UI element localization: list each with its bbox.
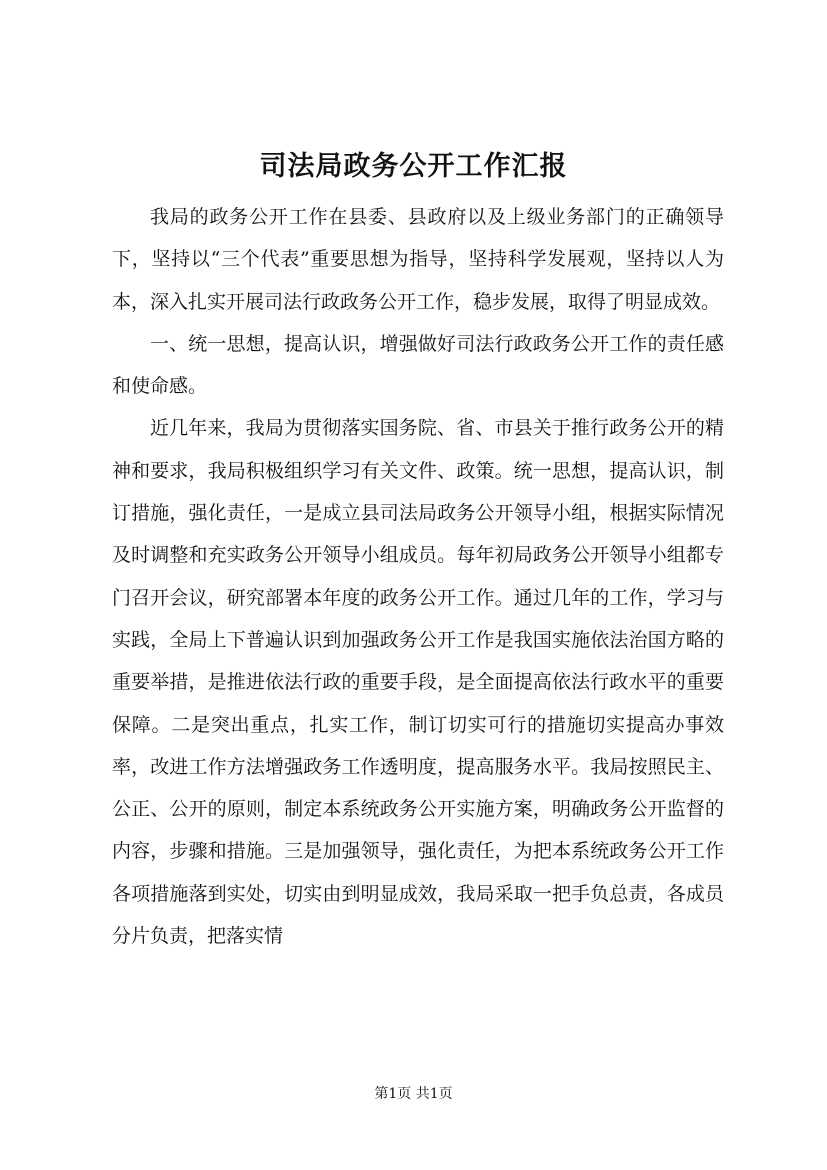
page-footer: 第1页 共1页 — [374, 1086, 453, 1102]
paragraph-section-heading: 一、统一思想，提高认识，增强做好司法行政政务公开工作的责任感和使命感。 — [112, 332, 724, 398]
paragraph-details: 近几年来，我局为贯彻落实国务院、省、市县关于推行政务公开的精神和要求，我局积极组织学习有关文件、政策。统一思想，提高认识，制订措施，强化责任，一是成立县司法局政务公开领导小组，根据实际情况及时调整和充实政务公开领导小组成员。每年初局政务公开领导小组都专门召开会议，研究部署本年度的政务公开工作。通过几年的工作，学习与实践，全局上下普遍认识到加强政务公开工作是我国实施依法治国方略的重要举措，是推进依法行政的重要手段，是全面提高依法行政水平的重要保障。二是突出重点，扎实工作，制订切实可行的措施切实提高办事效率，改进工作方法增强政务工作透明度，提高服务水平。我局按照民主、公正、公开的原则，制定本系统政务公开实施方案，明确政务公开监督的内容，步骤和措施。三是加强领导，强化责任，为把本系统政务公开工作各项措施落到实处，切实由到明显成效，我局采取一把手负总责，各成员分片负责，把落实情 — [112, 417, 724, 948]
paragraph-intro: 我局的政务公开工作在县委、县政府以及上级业务部门的正确领导下，坚持以“三个代表”重要思想为指导，坚持科学发展观，坚持以人为本，深入扎实开展司法行政政务公开工作，稳步发展，取得了明显成效。 — [112, 206, 724, 313]
document-body — [112, 196, 724, 957]
document-title: 司法局政务公开工作汇报 — [259, 151, 568, 182]
